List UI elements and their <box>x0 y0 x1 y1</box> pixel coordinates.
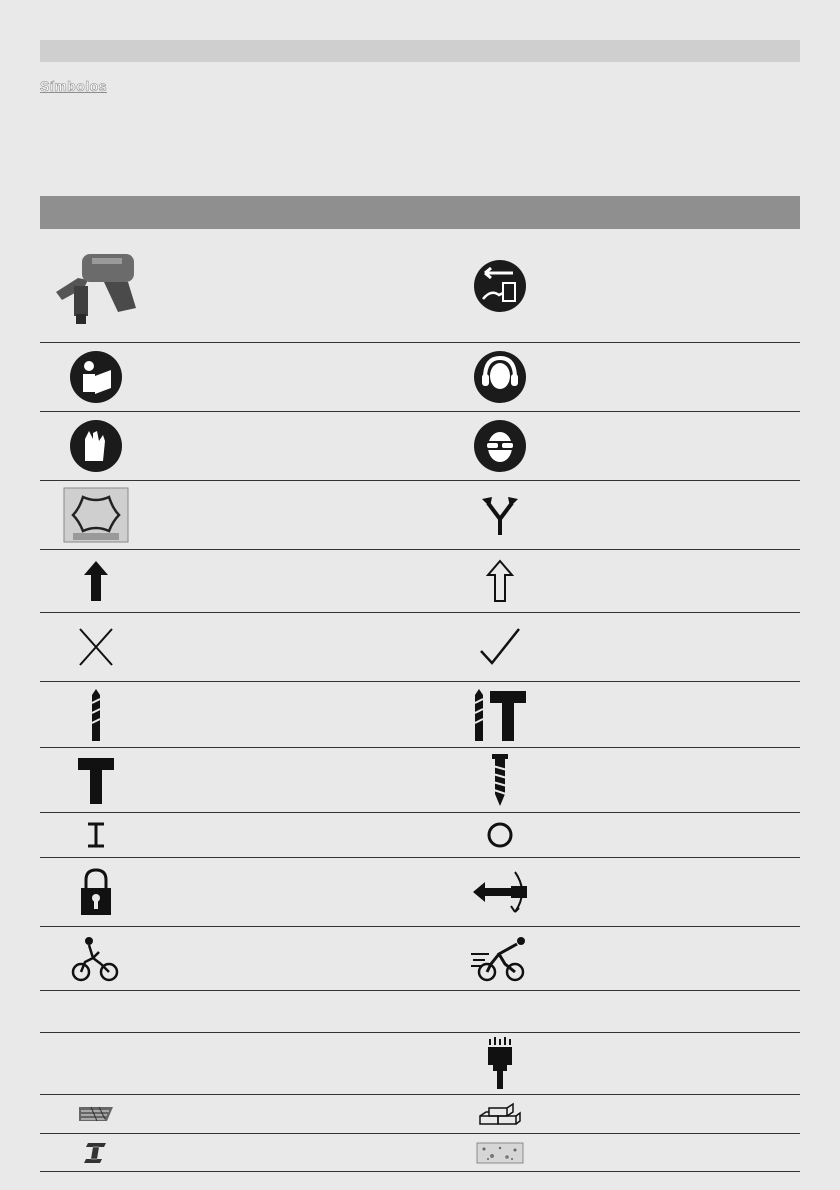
section-title: Símbolos <box>40 78 108 94</box>
top-header-bar <box>40 40 800 62</box>
table-row <box>40 1134 800 1172</box>
table-row <box>40 991 800 1033</box>
slow-speed-cyclist-icon <box>40 927 152 990</box>
drilling-mode-icon <box>40 682 152 747</box>
hammer-drilling-mode-icon <box>452 682 548 747</box>
rotary-hammer-drill-icon <box>40 229 152 342</box>
table-row <box>40 1095 800 1134</box>
table-row <box>40 813 800 858</box>
wear-ear-protection-icon <box>452 343 548 411</box>
table-row <box>40 858 800 927</box>
lock-icon <box>40 858 152 926</box>
wood-material-icon <box>40 1095 152 1133</box>
switch-off-icon <box>452 813 548 857</box>
dust-extraction-brush-icon <box>452 1033 548 1094</box>
table-row <box>40 927 800 991</box>
table-row <box>40 1033 800 1095</box>
branching-arrow-icon <box>452 481 548 549</box>
table-row <box>40 229 800 343</box>
cross-mark-icon <box>40 613 152 681</box>
wear-gloves-icon <box>40 412 152 480</box>
concrete-material-icon <box>452 1134 548 1171</box>
rotation-direction-icon <box>452 858 548 926</box>
symbols-table <box>40 196 800 1172</box>
filled-arrow-up-icon <box>40 550 152 612</box>
metal-beam-icon <box>40 1134 152 1171</box>
table-row <box>40 343 800 412</box>
table-row <box>40 412 800 481</box>
read-manual-icon <box>40 343 152 411</box>
wear-eye-protection-icon <box>452 412 548 480</box>
high-speed-cyclist-icon <box>452 927 548 990</box>
screwdriving-icon <box>452 748 548 812</box>
table-row <box>40 682 800 748</box>
check-mark-icon <box>452 613 548 681</box>
chiseling-mode-icon <box>40 748 152 812</box>
table-header-bar <box>40 196 800 229</box>
outline-arrow-up-icon <box>452 550 548 612</box>
switch-on-icon <box>40 813 152 857</box>
table-row <box>40 748 800 813</box>
masonry-bricks-icon <box>452 1095 548 1133</box>
table-row <box>40 613 800 682</box>
unplug-before-maintenance-icon <box>452 229 548 342</box>
sds-plus-tool-holder-icon <box>40 481 152 549</box>
table-row <box>40 550 800 613</box>
table-row <box>40 481 800 550</box>
